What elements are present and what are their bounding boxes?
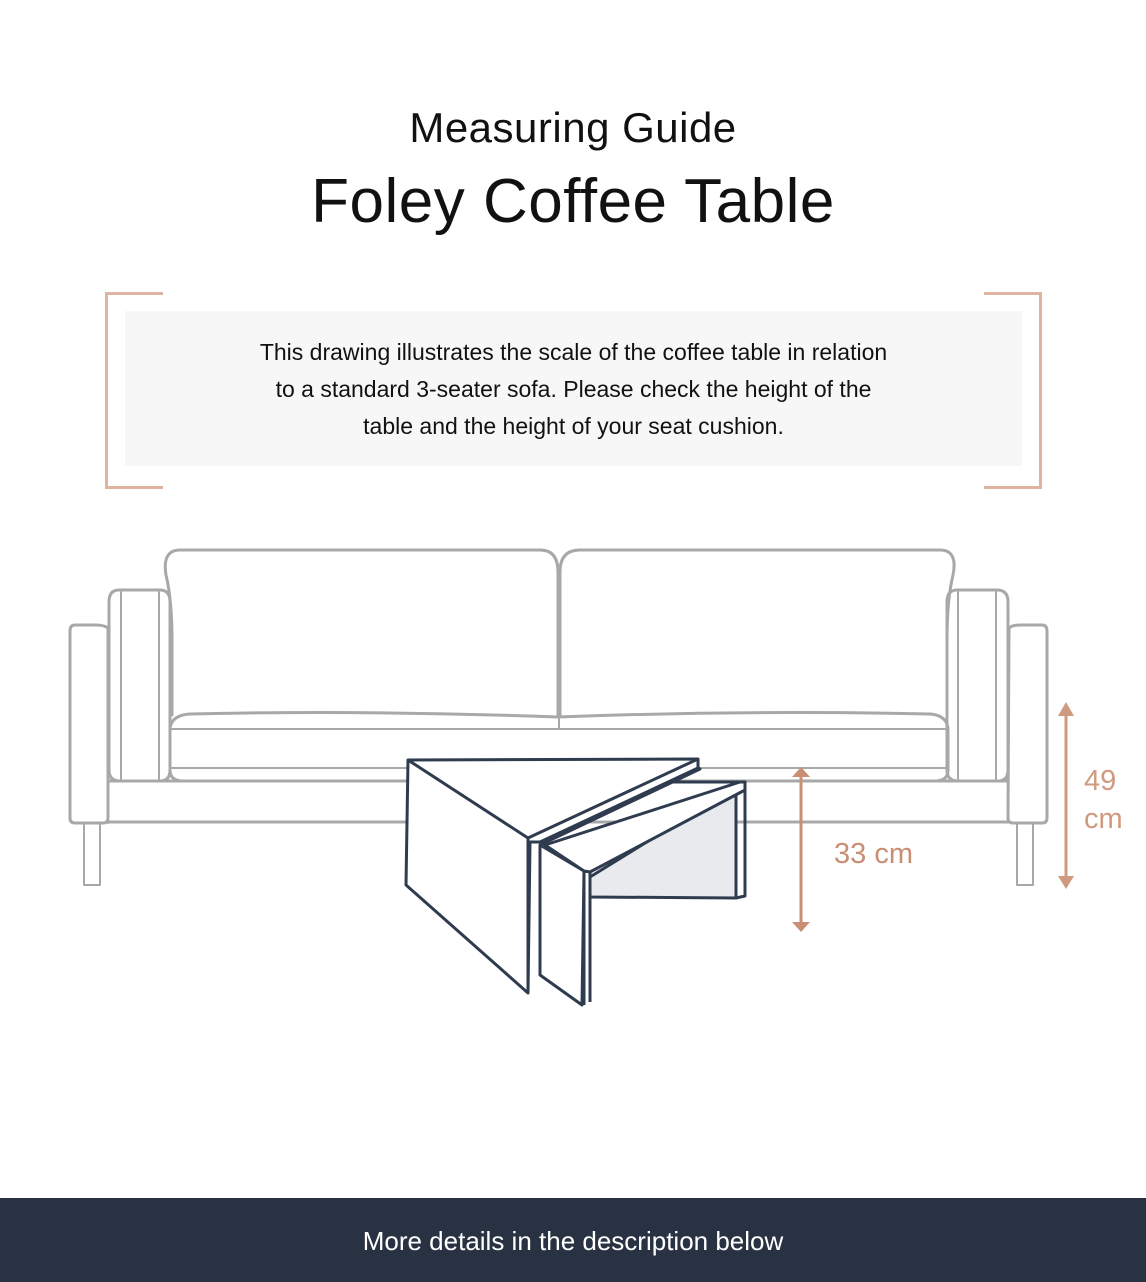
seat-height-value: 49	[1084, 765, 1117, 797]
seat-height-unit: cm	[1084, 803, 1123, 835]
product-title: Foley Coffee Table	[311, 167, 835, 236]
sofa-right-leg	[1017, 823, 1033, 885]
table-height-arrow	[792, 767, 810, 932]
sofa-right-side-cushion	[947, 590, 1008, 781]
note-line-3: table and the height of your seat cushion.	[363, 413, 784, 439]
note-text	[125, 334, 1022, 445]
guide-subtitle: Measuring Guide	[409, 104, 737, 151]
scale-illustration	[0, 520, 1146, 1040]
sofa-left-arm	[70, 625, 108, 823]
seat-height-label	[1084, 762, 1123, 838]
table-height-label: 33 cm	[834, 838, 913, 870]
sofa-left-leg	[84, 823, 100, 885]
note-line-1: This drawing illustrates the scale of the coffee table in relation	[259, 339, 888, 365]
seat-height-arrow	[1058, 702, 1074, 889]
table-middle-segment	[540, 845, 584, 1005]
sofa-back-cushion-left	[165, 550, 558, 716]
coffee-table-drawing	[406, 759, 745, 1005]
note-line-2: to a standard 3-seater sofa. Please check the height of the	[275, 376, 872, 402]
sofa-back-cushion-right	[560, 550, 954, 716]
footer-text: More details in the description below	[362, 1226, 784, 1256]
sofa-right-arm	[1008, 625, 1047, 823]
sofa-left-side-cushion	[109, 590, 170, 781]
